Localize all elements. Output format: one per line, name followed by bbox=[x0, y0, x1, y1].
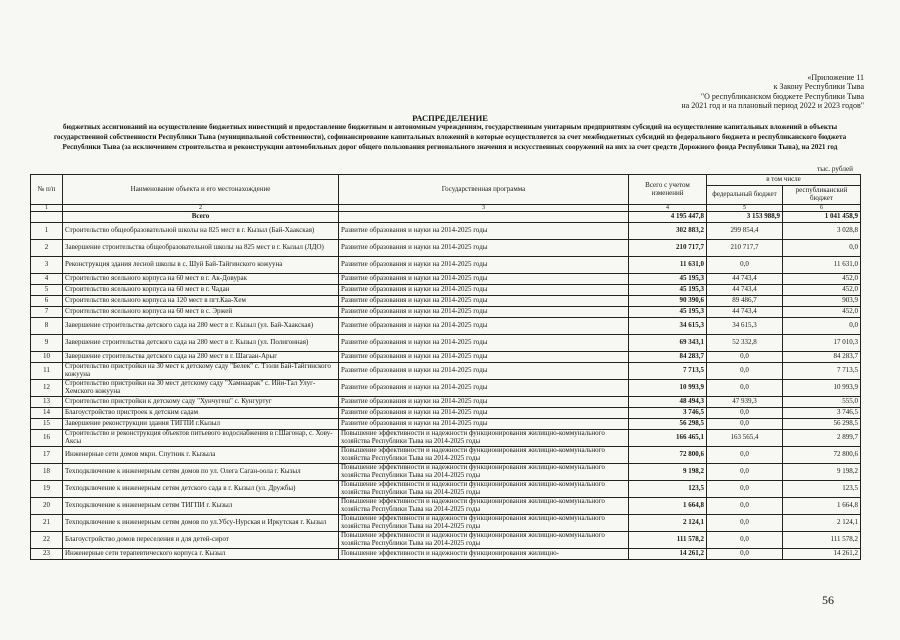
object-name: Инженерные сети домов мкрн. Спутник г. Кызыла bbox=[63, 447, 339, 464]
total-amount: 123,5 bbox=[629, 481, 707, 498]
total-republic: 1 041 458,9 bbox=[783, 212, 861, 223]
total-amount: 7 713,5 bbox=[629, 363, 707, 380]
header-federal: федеральный бюджет bbox=[707, 186, 783, 205]
republic-amount: 14 261,2 bbox=[783, 549, 861, 560]
program-name: Повышение эффективности и надежности функционирования жилищно-коммунального хозяйства Республики Тыва на 2014-2025 годы bbox=[339, 447, 629, 464]
total-amount: 90 390,6 bbox=[629, 296, 707, 307]
total-amount: 45 195,3 bbox=[629, 274, 707, 285]
appendix-header bbox=[681, 73, 864, 110]
total-amount: 45 195,3 bbox=[629, 307, 707, 318]
total-amount: 48 494,3 bbox=[629, 397, 707, 408]
object-name: Строительство пристройки на 30 мест детскому саду "Хамнаарак" с. Ийи-Тал Улуг-Хемского кожууна bbox=[63, 380, 339, 397]
federal-amount: 0,0 bbox=[707, 464, 783, 481]
object-name: Строительство общеобразовательной школы на 825 мест в г. Кызыл (Бай-Хаакская) bbox=[63, 223, 339, 240]
federal-amount: 44 743,4 bbox=[707, 285, 783, 296]
row-number: 14 bbox=[31, 408, 63, 419]
total-sum: 4 195 447,8 bbox=[629, 212, 707, 223]
object-name: Благоустройство домов переселения и для детей-сирот bbox=[63, 532, 339, 549]
total-amount: 2 124,1 bbox=[629, 515, 707, 532]
republic-amount: 111 578,2 bbox=[783, 532, 861, 549]
total-label: Всего bbox=[63, 212, 339, 223]
table-row bbox=[31, 318, 861, 335]
federal-amount: 0,0 bbox=[707, 549, 783, 560]
program-name: Развитие образования и науки на 2014-2025 годы bbox=[339, 257, 629, 274]
row-number: 18 bbox=[31, 464, 63, 481]
object-name: Завершение строительства детского сада на 280 мест в г. Шагаан-Арыг bbox=[63, 352, 339, 363]
object-name: Завершение строительства детского сада на 280 мест в г. Кызыл (ул. Полигонная) bbox=[63, 335, 339, 352]
republic-amount: 0,0 bbox=[783, 240, 861, 257]
federal-amount: 34 615,3 bbox=[707, 318, 783, 335]
federal-amount: 0,0 bbox=[707, 447, 783, 464]
republic-amount: 3 028,8 bbox=[783, 223, 861, 240]
object-name: Строительство ясельного корпуса на 60 мест в с. Эржей bbox=[63, 307, 339, 318]
budget-table bbox=[30, 174, 861, 560]
row-number: 9 bbox=[31, 335, 63, 352]
column-number: 3 bbox=[339, 205, 629, 212]
republic-amount: 9 198,2 bbox=[783, 464, 861, 481]
object-name: Техподключение к инженерным сетям ТИГПИ г. Кызыл bbox=[63, 498, 339, 515]
object-name: Реконструкция здания лесной школы в с. Шуй Бай-Тайгинского кожууна bbox=[63, 257, 339, 274]
row-number: 7 bbox=[31, 307, 63, 318]
republic-amount: 2 899,7 bbox=[783, 430, 861, 447]
republic-amount: 1 664,8 bbox=[783, 498, 861, 515]
federal-amount: 163 565,4 bbox=[707, 430, 783, 447]
federal-amount: 299 854,4 bbox=[707, 223, 783, 240]
total-amount: 72 800,6 bbox=[629, 447, 707, 464]
program-name: Повышение эффективности и надежности функционирования жилищно-коммунального хозяйства Республики Тыва на 2014-2025 годы bbox=[339, 515, 629, 532]
header-object-name: Наименование объекта и его местонахождение bbox=[63, 175, 339, 205]
republic-amount: 0,0 bbox=[783, 318, 861, 335]
total-amount: 10 993,9 bbox=[629, 380, 707, 397]
republic-amount: 7 713,5 bbox=[783, 363, 861, 380]
total-amount: 166 465,1 bbox=[629, 430, 707, 447]
document-subtitle: бюджетных ассигнований на осуществление бюджетных инвестиций и предоставление бюджетным и автономным учреждениям, государственным унитарным предприятиям субсидий на осуществление капитальных вложений в объекты государственной собственности Республики Тыва (муниципальной собственности), софинансирование капитальных вложений в которые осуществляется за счет межбюджетных субсидий из федерального бюджета и республиканского бюджета Республики Тыва (за исключением строительства и реконструкции автомобильных дорог общего пользования регионального значения и искусственных сооружений на них за счет средств Дорожного фонда Республики Тыва), на 2021 год bbox=[53, 123, 847, 151]
total-amount: 111 578,2 bbox=[629, 532, 707, 549]
republic-amount: 452,0 bbox=[783, 274, 861, 285]
federal-amount: 44 743,4 bbox=[707, 307, 783, 318]
program-name: Развитие образования и науки на 2014-2025 годы bbox=[339, 397, 629, 408]
header-program: Государственная программа bbox=[339, 175, 629, 205]
table-row bbox=[31, 464, 861, 481]
row-number: 22 bbox=[31, 532, 63, 549]
total-amount: 56 298,5 bbox=[629, 419, 707, 430]
header-number: № п/п bbox=[31, 175, 63, 205]
total-amount: 9 198,2 bbox=[629, 464, 707, 481]
federal-amount: 0,0 bbox=[707, 498, 783, 515]
program-name: Развитие образования и науки на 2014-2025 годы bbox=[339, 307, 629, 318]
republic-amount: 123,5 bbox=[783, 481, 861, 498]
table-row bbox=[31, 549, 861, 560]
object-name: Техподключение к инженерным сетям домов по ул.Убсу-Нурская и Иркутская г. Кызыл bbox=[63, 515, 339, 532]
republic-amount: 17 010,3 bbox=[783, 335, 861, 352]
row-number: 21 bbox=[31, 515, 63, 532]
republic-amount: 452,0 bbox=[783, 285, 861, 296]
table-row bbox=[31, 352, 861, 363]
total-amount: 45 195,3 bbox=[629, 285, 707, 296]
program-name: Развитие образования и науки на 2014-2025 годы bbox=[339, 296, 629, 307]
header-total: Всего с учетом изменений bbox=[629, 175, 707, 205]
total-amount: 69 343,1 bbox=[629, 335, 707, 352]
total-amount: 34 615,3 bbox=[629, 318, 707, 335]
row-number: 11 bbox=[31, 363, 63, 380]
federal-amount: 0,0 bbox=[707, 515, 783, 532]
column-number: 2 bbox=[63, 205, 339, 212]
column-number: 4 bbox=[629, 205, 707, 212]
table-row bbox=[31, 430, 861, 447]
row-number: 23 bbox=[31, 549, 63, 560]
total-federal: 3 153 988,9 bbox=[707, 212, 783, 223]
program-name: Развитие образования и науки на 2014-2025 годы bbox=[339, 352, 629, 363]
total-amount: 3 746,5 bbox=[629, 408, 707, 419]
program-name: Повышение эффективности и надежности функционирования жилищно-коммунального хозяйства Республики Тыва на 2014-2025 годы bbox=[339, 532, 629, 549]
republic-amount: 84 283,7 bbox=[783, 352, 861, 363]
republic-amount: 3 746,5 bbox=[783, 408, 861, 419]
table-row bbox=[31, 380, 861, 397]
table-row bbox=[31, 335, 861, 352]
republic-amount: 11 631,0 bbox=[783, 257, 861, 274]
table-row bbox=[31, 419, 861, 430]
federal-amount: 0,0 bbox=[707, 532, 783, 549]
object-name: Строительство пристройки на 30 мест к детскому саду "Белек" с. Тээли Бай-Тайгинского кожууна bbox=[63, 363, 339, 380]
units-label: тыс. рублей bbox=[817, 165, 853, 173]
federal-amount: 0,0 bbox=[707, 363, 783, 380]
total-amount: 11 631,0 bbox=[629, 257, 707, 274]
program-name: Развитие образования и науки на 2014-2025 годы bbox=[339, 240, 629, 257]
total-amount: 302 883,2 bbox=[629, 223, 707, 240]
program-name: Повышение эффективности и надежности функционирования жилищно-коммунального хозяйства Республики Тыва на 2014-2025 годы bbox=[339, 481, 629, 498]
column-number: 5 bbox=[707, 205, 783, 212]
row-number: 8 bbox=[31, 318, 63, 335]
republic-amount: 72 800,6 bbox=[783, 447, 861, 464]
object-name: Строительство пристройки к детскому саду "Хунчугеш" с. Кунгуртуг bbox=[63, 397, 339, 408]
program-name: Развитие образования и науки на 2014-2025 годы bbox=[339, 223, 629, 240]
republic-amount: 2 124,1 bbox=[783, 515, 861, 532]
appendix-line: к Закону Республики Тыва bbox=[773, 82, 864, 92]
federal-amount: 52 332,8 bbox=[707, 335, 783, 352]
program-name: Развитие образования и науки на 2014-2025 годы bbox=[339, 380, 629, 397]
table-row bbox=[31, 257, 861, 274]
table-row bbox=[31, 532, 861, 549]
republic-amount: 10 993,9 bbox=[783, 380, 861, 397]
row-number: 17 bbox=[31, 447, 63, 464]
program-name: Повышение эффективности и надежности функционирования жилищно-коммунального хозяйства Республики Тыва на 2014-2025 годы bbox=[339, 430, 629, 447]
object-name: Техподключение к инженерным сетям детского сада в г. Кызыл (ул. Дружбы) bbox=[63, 481, 339, 498]
header-republic: республиканский бюджет bbox=[783, 186, 861, 205]
object-name: Строительство ясельного корпуса на 60 мест в г. Ак-Довурак bbox=[63, 274, 339, 285]
federal-amount: 89 486,7 bbox=[707, 296, 783, 307]
table-row bbox=[31, 296, 861, 307]
row-number: 1 bbox=[31, 223, 63, 240]
object-name: Завершение строительства общеобразовательной школы на 825 мест в г. Кызыл (ЛДО) bbox=[63, 240, 339, 257]
object-name: Инженерные сети терапевтического корпуса г. Кызыл bbox=[63, 549, 339, 560]
federal-amount: 0,0 bbox=[707, 419, 783, 430]
total-amount: 1 664,8 bbox=[629, 498, 707, 515]
program-name: Развитие образования и науки на 2014-2025 годы bbox=[339, 363, 629, 380]
table-row bbox=[31, 274, 861, 285]
table-row bbox=[31, 285, 861, 296]
program-name: Повышение эффективности и надежности функционирования жилищно-коммунального хозяйства Республики Тыва на 2014-2025 годы bbox=[339, 498, 629, 515]
federal-amount: 0,0 bbox=[707, 352, 783, 363]
federal-amount: 0,0 bbox=[707, 408, 783, 419]
column-number: 1 bbox=[31, 205, 63, 212]
republic-amount: 903,9 bbox=[783, 296, 861, 307]
row-number: 19 bbox=[31, 481, 63, 498]
program-name: Повышение эффективности и надежности функционирования жилищно-коммунального хозяйства Республики Тыва на 2014-2025 годы bbox=[339, 464, 629, 481]
row-number: 5 bbox=[31, 285, 63, 296]
row-number: 16 bbox=[31, 430, 63, 447]
object-name: Завершение строительства детского сада на 280 мест в г. Кызыл (ул. Бай-Хаакская) bbox=[63, 318, 339, 335]
row-number: 15 bbox=[31, 419, 63, 430]
table-row bbox=[31, 240, 861, 257]
row-number: 13 bbox=[31, 397, 63, 408]
federal-amount: 44 743,4 bbox=[707, 274, 783, 285]
federal-amount: 0,0 bbox=[707, 481, 783, 498]
object-name: Завершение реконструкции здания ТИГПИ г.Кызыл bbox=[63, 419, 339, 430]
program-name: Развитие образования и науки на 2014-2025 годы bbox=[339, 408, 629, 419]
object-name: Строительство и реконструкция объектов питьевого водоснабжения в г.Шагонар, с. Хову-Аксы bbox=[63, 430, 339, 447]
program-name: Развитие образования и науки на 2014-2025 годы bbox=[339, 419, 629, 430]
appendix-line: на 2021 год и на плановый период 2022 и 2023 годов" bbox=[681, 100, 864, 110]
row-number: 2 bbox=[31, 240, 63, 257]
object-name: Техподключение к инженерным сетям домов по ул. Олега Саган-оола г. Кызыл bbox=[63, 464, 339, 481]
federal-amount: 0,0 bbox=[707, 257, 783, 274]
row-number: 6 bbox=[31, 296, 63, 307]
row-number: 10 bbox=[31, 352, 63, 363]
object-name: Строительство ясельного корпуса на 60 мест в г. Чадан bbox=[63, 285, 339, 296]
republic-amount: 555,0 bbox=[783, 397, 861, 408]
row-number: 12 bbox=[31, 380, 63, 397]
document-title: РАСПРЕДЕЛЕНИЕ bbox=[412, 113, 488, 123]
table-row bbox=[31, 481, 861, 498]
appendix-line: "О республиканском бюджете Республики Тыва bbox=[700, 91, 864, 101]
program-name: Развитие образования и науки на 2014-2025 годы bbox=[339, 318, 629, 335]
object-name: Строительство ясельного корпуса на 120 мест в пгт.Каа-Хем bbox=[63, 296, 339, 307]
table-row bbox=[31, 307, 861, 318]
program-name: Развитие образования и науки на 2014-2025 годы bbox=[339, 274, 629, 285]
republic-amount: 452,0 bbox=[783, 307, 861, 318]
appendix-line: «Приложение 11 bbox=[807, 73, 864, 82]
program-name: Повышение эффективности и надежности функционирования жилищно- bbox=[339, 549, 629, 560]
total-amount: 210 717,7 bbox=[629, 240, 707, 257]
federal-amount: 47 939,3 bbox=[707, 397, 783, 408]
table-row bbox=[31, 515, 861, 532]
total-amount: 14 261,2 bbox=[629, 549, 707, 560]
page-number: 56 bbox=[822, 593, 834, 607]
table-row bbox=[31, 223, 861, 240]
table-row bbox=[31, 363, 861, 380]
row-number: 4 bbox=[31, 274, 63, 285]
total-amount: 84 283,7 bbox=[629, 352, 707, 363]
table-row bbox=[31, 408, 861, 419]
table-row bbox=[31, 498, 861, 515]
republic-amount: 56 298,5 bbox=[783, 419, 861, 430]
federal-amount: 210 717,7 bbox=[707, 240, 783, 257]
total-row bbox=[31, 212, 861, 223]
header-including: в том числе bbox=[707, 175, 861, 186]
column-number: 6 bbox=[783, 205, 861, 212]
object-name: Благоустройство пристроек к детским садам bbox=[63, 408, 339, 419]
table-row bbox=[31, 447, 861, 464]
row-number: 20 bbox=[31, 498, 63, 515]
federal-amount: 0,0 bbox=[707, 380, 783, 397]
row-number: 3 bbox=[31, 257, 63, 274]
program-name: Развитие образования и науки на 2014-2025 годы bbox=[339, 285, 629, 296]
program-name: Развитие образования и науки на 2014-2025 годы bbox=[339, 335, 629, 352]
table-row bbox=[31, 397, 861, 408]
